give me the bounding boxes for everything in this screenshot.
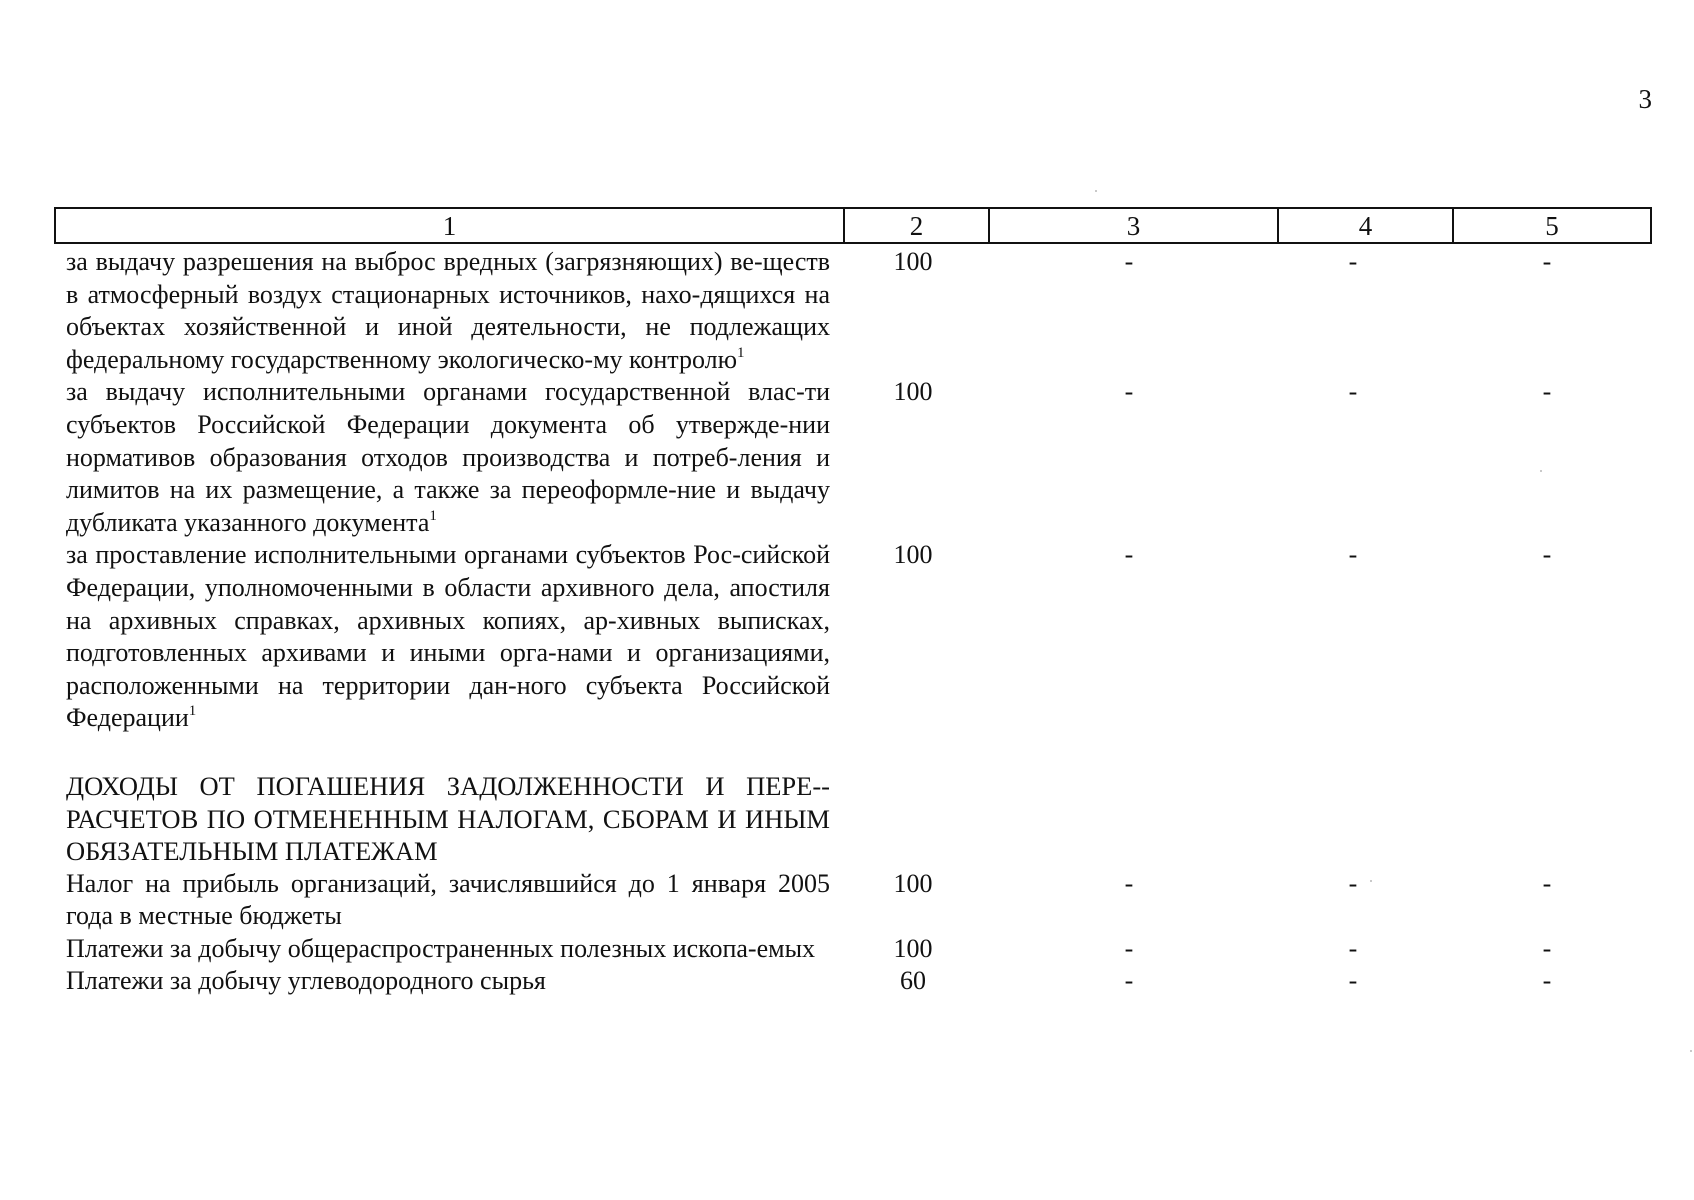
- row-col-3: -: [1124, 868, 1134, 898]
- row-col-2: 100: [893, 540, 933, 570]
- row-description: за выдачу исполнительными органами государственной влас-ти субъектов Российской Федерации документа об утвержде-нии нормативов образования отходов производства и потреб-ления и лимитов на их размещение, а также за переоформле-ние и выдачу дубликата указанного документа$^1$: [66, 377, 830, 537]
- scan-speck: [1540, 470, 1542, 472]
- row-col-4: -: [1348, 377, 1358, 407]
- row-col-3: -: [1124, 933, 1134, 963]
- row-description: за проставление исполнительными органами субъектов Рос-сийской Федерации, уполномоченными в области архивного дела, апостиля на архивных справках, архивных копиях, ар-хивных выписках, подготовленных архивами и иными орга-нами и организациями, расположенными на территории дан-ного субъекта Российской Федерации$^1$: [66, 540, 830, 733]
- header-col-2: 2: [845, 209, 990, 242]
- row-col-5: -: [1542, 868, 1552, 898]
- row-col-5: -: [1542, 966, 1552, 996]
- row-col-5: -: [1542, 933, 1552, 963]
- header-col-1: 1: [56, 209, 845, 242]
- row-col-5: -: [1542, 247, 1552, 276]
- row-col-2: 100: [893, 247, 933, 276]
- table-row: [54, 965, 1652, 998]
- header-col-5: 5: [1545, 211, 1559, 241]
- row-col-3: -: [1124, 247, 1134, 276]
- scan-speck: [1370, 880, 1372, 882]
- row-col-3: -: [1124, 377, 1134, 407]
- row-col-2: 60: [900, 966, 926, 996]
- row-col-5: -: [1542, 377, 1552, 407]
- table-header: [54, 207, 1652, 244]
- row-description: за выдачу разрешения на выброс вредных (загрязняющих) ве-ществ в атмосферный воздух стационарных источников, нахо-дящихся на объектах хозяйственной и иной деятельности, не подлежащих федеральному государственному экологическо-му контролю$^1$: [66, 247, 830, 374]
- row-col-4: -: [1348, 966, 1358, 996]
- scan-speck: [1690, 1050, 1692, 1052]
- row-col-2: 100: [893, 868, 933, 898]
- row-col-4: -: [1348, 540, 1358, 570]
- row-col-4: -: [1348, 868, 1358, 898]
- row-col-2: 100: [893, 377, 933, 407]
- table-row: [54, 868, 1652, 933]
- footnote-marker: 1: [737, 344, 745, 361]
- row-col-4: -: [1348, 933, 1358, 963]
- table-row: [54, 539, 1652, 735]
- table-row: [54, 246, 1652, 376]
- header-col-4: 4: [1279, 209, 1454, 242]
- table-body: [54, 246, 1652, 998]
- table-row: [54, 376, 1652, 539]
- row-col-2: 100: [893, 933, 933, 963]
- footnote-marker: 1: [188, 703, 197, 720]
- section-heading: ДОХОДЫ ОТ ПОГАШЕНИЯ ЗАДОЛЖЕННОСТИ И ПЕРЕ-РАСЧЕТОВ ПО ОТМЕНЕННЫМ НАЛОГАМ, СБОРАМ И ИНЫМ ОБЯЗАТЕЛЬНЫМ ПЛАТЕЖАМ: [66, 770, 830, 867]
- row-col-5: -: [1542, 540, 1552, 570]
- table-row: [54, 933, 1652, 966]
- row-description: Платежи за добычу общераспространенных полезных ископа-емых: [66, 933, 816, 963]
- footnote-marker: 1: [429, 507, 437, 524]
- row-description: Налог на прибыль организаций, зачислявшийся до 1 января 2005 года в местные бюджеты: [66, 868, 830, 931]
- row-col-3: -: [1124, 540, 1134, 570]
- row-col-4: -: [1348, 247, 1358, 276]
- page-number: 3: [1638, 84, 1652, 114]
- row-description: Платежи за добычу углеводородного сырья: [66, 966, 546, 996]
- header-col-3: 3: [990, 209, 1279, 242]
- scan-speck: [1095, 190, 1097, 192]
- row-col-3: -: [1124, 966, 1134, 996]
